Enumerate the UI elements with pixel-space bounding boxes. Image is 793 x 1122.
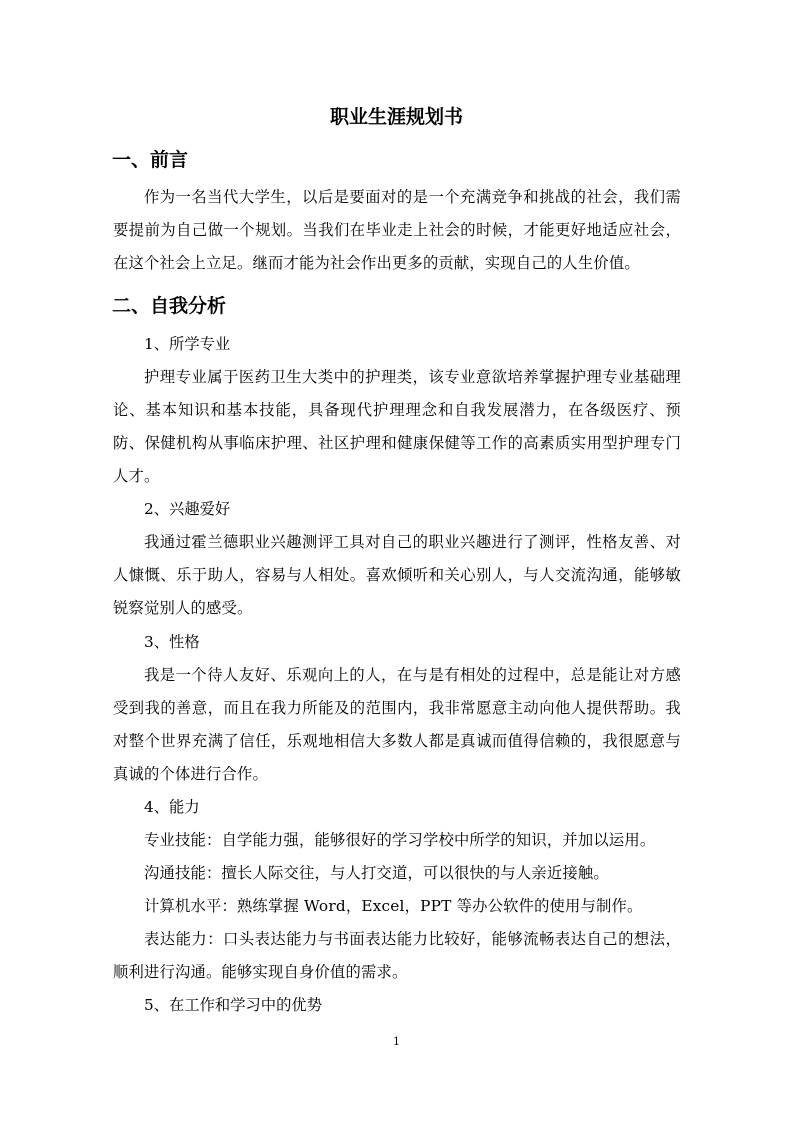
subsection-heading-advantages: 5、在工作和学习中的优势 <box>144 996 322 1014</box>
interests-paragraph: 我通过霍兰德职业兴趣测评工具对自己的职业兴趣进行了测评，性格友善、对人慷慨、乐于助人，容易与人相处。喜欢倾听和关心别人，与人交流沟通，能够敏锐察觉别人的感受。 <box>113 533 681 617</box>
subsection-heading-major: 1、所学专业 <box>144 335 231 353</box>
section-heading-preface: 一、前言 <box>112 149 189 171</box>
ability-computer: 计算机水平：熟练掌握 Word，Excel，PPT 等办公软件的使用与制作。 <box>144 897 643 915</box>
section-heading-self-analysis: 二、自我分析 <box>112 295 227 317</box>
subsection-heading-interests: 2、兴趣爱好 <box>144 500 231 518</box>
ability-communication: 沟通技能：擅长人际交往，与人打交道，可以很快的与人亲近接触。 <box>144 864 609 882</box>
subsection-heading-personality: 3、性格 <box>144 633 200 651</box>
ability-professional: 专业技能：自学能力强，能够很好的学习学校中所学的知识，并加以运用。 <box>144 831 656 849</box>
major-paragraph: 护理专业属于医药卫生大类中的护理类，该专业意欲培养掌握护理专业基础理论、基本知识和基本技能，具备现代护理理念和自我发展潜力，在各级医疗、预防、保健机构从事临床护理、社区护理和健康保健等工作的高素质实用型护理专门人才。 <box>113 368 681 485</box>
ability-expression: 表达能力：口头表达能力与书面表达能力比较好，能够流畅表达自己的想法，顺利进行沟通。能够实现自身价值的需求。 <box>113 930 681 981</box>
preface-paragraph: 作为一名当代大学生，以后是要面对的是一个充满竞争和挑战的社会，我们需要提前为自己做一个规划。当我们在毕业走上社会的时候，才能更好地适应社会，在这个社会上立足。继而才能为社会作出更多的贡献，实现自己的人生价值。 <box>113 188 681 272</box>
document-title: 职业生涯规划书 <box>329 106 463 128</box>
page-number: 1 <box>393 1035 400 1048</box>
subsection-heading-abilities: 4、能力 <box>144 798 200 816</box>
personality-paragraph: 我是一个待人友好、乐观向上的人，在与是有相处的过程中，总是能让对方感受到我的善意，而且在我力所能及的范围内，我非常愿意主动向他人提供帮助。我对整个世界充满了信任，乐观地相信大多数人都是真诚而值得信赖的，我很愿意与真诚的个体进行合作。 <box>113 666 681 783</box>
